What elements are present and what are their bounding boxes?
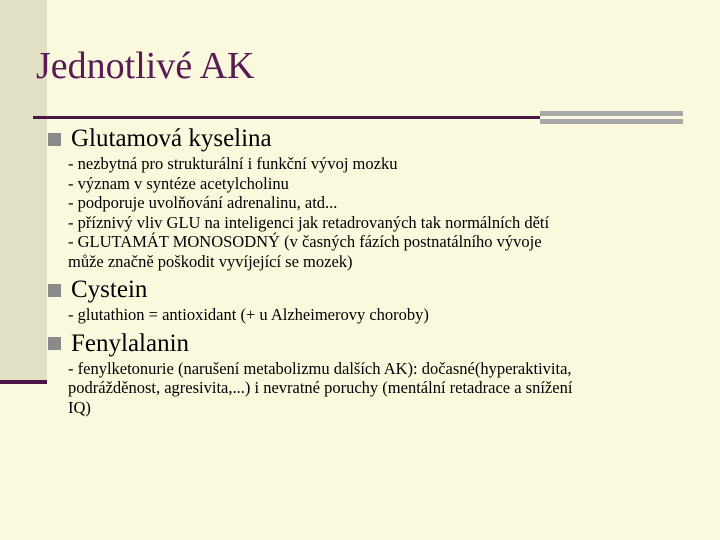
square-bullet-icon (48, 337, 61, 350)
description-line: IQ) (68, 397, 91, 417)
item-description (68, 359, 696, 418)
item-description (68, 154, 696, 271)
description-line: - význam v syntéze acetylcholinu (68, 173, 289, 193)
item-heading-text: Glutamová kyselina (71, 125, 272, 152)
title-divider-accent (540, 111, 683, 124)
title-divider (33, 116, 543, 119)
square-bullet-icon (48, 133, 61, 146)
description-line: může značně poškodit vyvíjející se mozek) (68, 251, 353, 271)
square-bullet-icon (48, 284, 61, 297)
item-heading-text: Fenylalanin (71, 329, 190, 357)
description-line: - GLUTAMÁT MONOSODNÝ (v časných fázích postnatálního vývoje (68, 232, 542, 251)
list-item-fenylalanin (46, 329, 696, 418)
description-line: - podporuje uvolňování adrenalinu, atd... (68, 193, 338, 212)
description-line: podrážděnost, agresivita,...) i nevratné poruchy (mentální retadrace a snížení (68, 378, 573, 397)
slide-content (46, 124, 696, 417)
list-item-cystein (46, 275, 696, 325)
item-description (68, 305, 696, 325)
side-decor-accent (0, 380, 47, 384)
item-heading (46, 275, 696, 305)
description-line: - příznivý vliv GLU na inteligenci jak retadrovaných tak normálních dětí (68, 212, 550, 232)
item-heading (46, 124, 696, 154)
slide-title: Jednotlivé AK (36, 45, 255, 87)
list-item-glutamova (46, 124, 696, 271)
item-heading-text: Cystein (71, 276, 148, 303)
description-line: - glutathion = antioxidant (+ u Alzheimerovy choroby) (68, 305, 429, 324)
description-line: - nezbytná pro strukturální i funkční vývoj mozku (68, 154, 398, 173)
description-line: - fenylketonurie (narušení metabolizmu dalších AK): dočasné(hyperaktivita, (68, 358, 572, 378)
item-heading (46, 329, 696, 359)
